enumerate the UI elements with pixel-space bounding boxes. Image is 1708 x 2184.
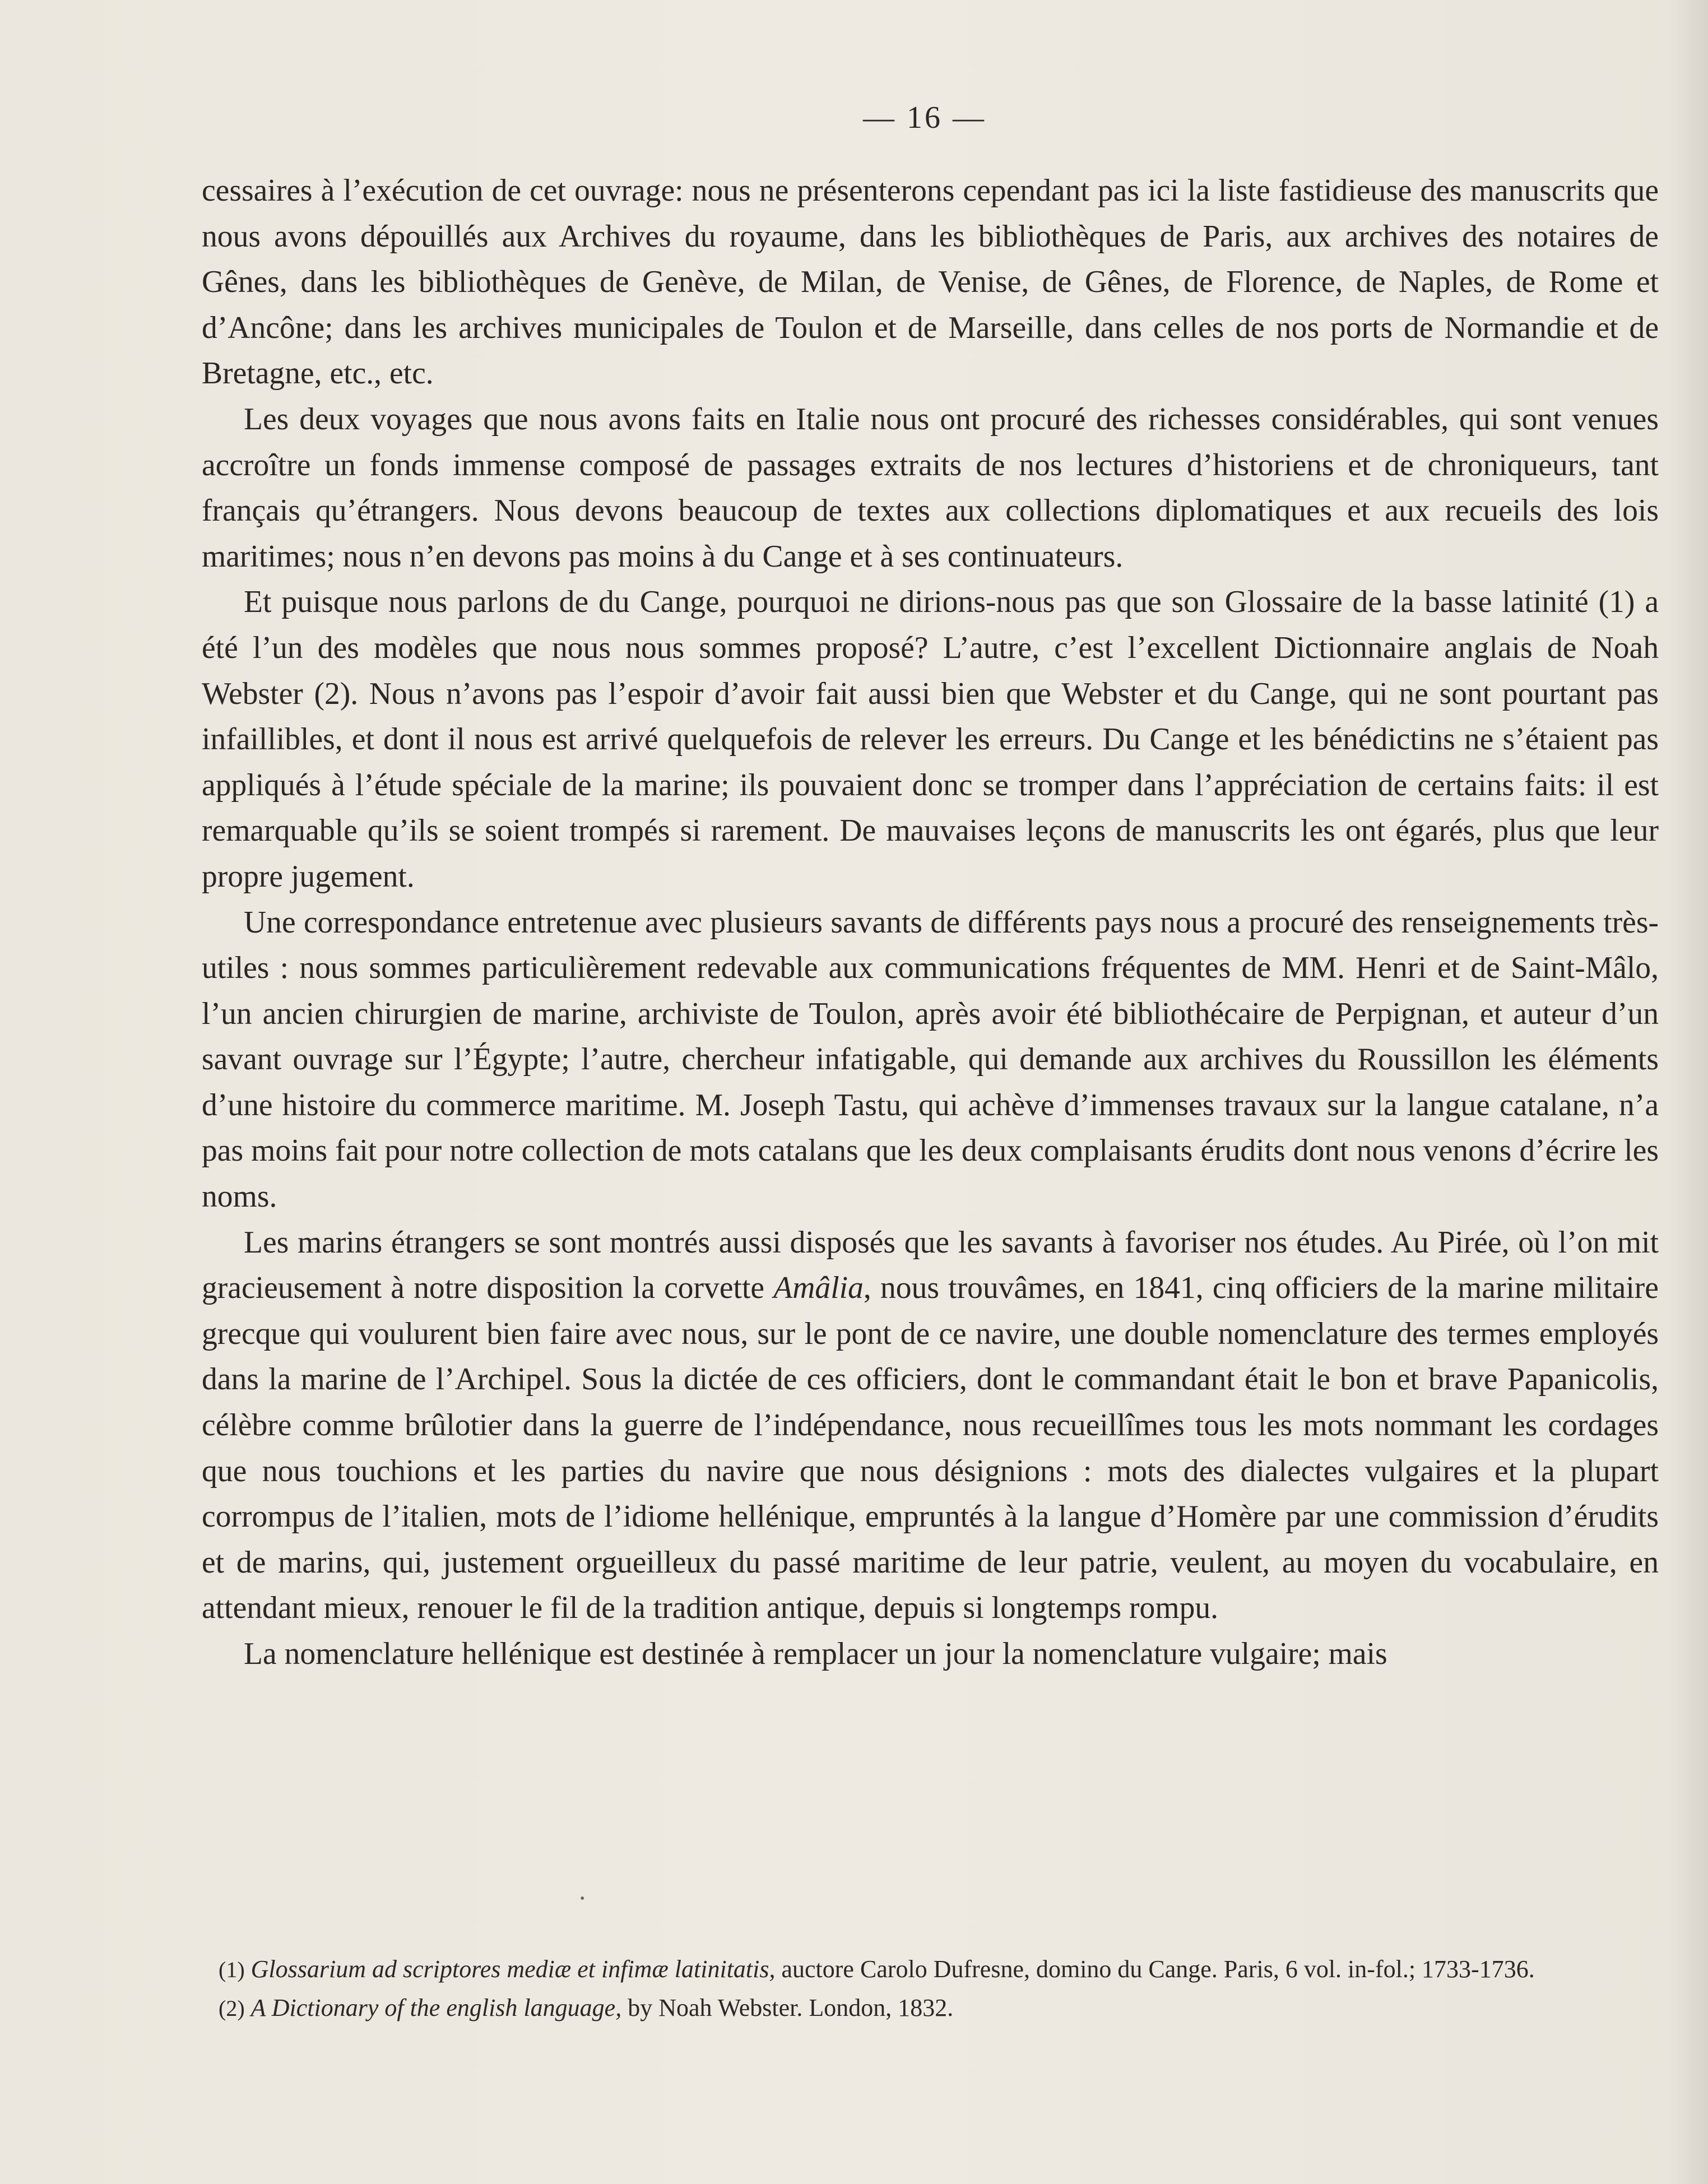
footnote-2-title: A Dictionary of the english language,: [250, 1994, 622, 2021]
footnote-1-mark: (1): [219, 1957, 245, 1982]
footnote-2: [202, 1989, 1659, 2028]
stray-mark: •: [580, 1891, 585, 1906]
page-number: — 16 —: [863, 100, 986, 135]
footnote-1: [202, 1950, 1659, 1989]
footnote-1-title: Glossarium ad scriptores mediæ et infimæ latinitatis,: [250, 1955, 776, 1983]
footnote-2-mark: (2): [219, 1996, 245, 2021]
footnotes: [202, 1950, 1659, 2028]
footnote-1-text: auctore Carolo Dufresne, domino du Cange. Paris, 6 vol. in-fol.; 1733-1736.: [775, 1955, 1535, 1983]
paragraph-5-start: Les marins étrangers se sont montrés aussi disposés que les savants à favoriser nos études. Au Pirée, où l’on mit gracieusement à notre disposition la corvette: [202, 1225, 1659, 1306]
paragraph-5-end: , nous trouvâmes, en 1841, cinq officiers de la marine militaire grecque qui voulurent bien faire avec nous, sur le pont de ce navire, une double nomenclature des termes employés dans la marine de l’Archipel. Sous la dictée de ces officiers, dont le commandant était le bon et brave Papanicolis, célèbre comme brûlotier dans la guerre de l’indépendance, nous recueillîmes tous les mots nommant les cordages que nous touchions et les parties du navire que nous désignions : mots des dialectes vulgaires et la plupart corrompus de l’italien, mots de l’idiome hellénique, empruntés à la langue d’Homère par une commission d’érudits et de marins, qui, justement orgueilleux du passé maritime de leur patrie, veulent, au moyen du vocabulaire, en attendant mieux, renouer le fil de la tradition antique, depuis si longtemps rompu.: [202, 1270, 1659, 1626]
paragraph-1: cessaires à l’exécution de cet ouvrage: nous ne présenterons cependant pas ici la liste fastidieuse des manuscrits que nous avons dépouillés aux Archives du royaume, dans les bibliothèques de Paris, aux archives des notaires de Gênes, dans les bibliothèques de Genève, de Milan, de Venise, de Gênes, de Florence, de Naples, de Rome et d’Ancône; dans les archives municipales de Toulon et de Marseille, dans celles de nos ports de Normandie et de Bretagne, etc., etc.: [202, 173, 1659, 391]
paragraph-5: [202, 1220, 1659, 1631]
paragraph-2: Les deux voyages que nous avons faits en Italie nous ont procuré des richesses considérables, qui sont venues accroître un fonds immense composé de passages extraits de nos lectures d’historiens et de chroniqueurs, tant français qu’étrangers. Nous devons beaucoup de textes aux collections diplomatiques et aux recueils des lois maritimes; nous n’en devons pas moins à du Cange et à ses continuateurs.: [202, 401, 1659, 574]
paragraph-6: La nomenclature hellénique est destinée à remplacer un jour la nomenclature vulgaire; mais: [244, 1636, 1387, 1671]
paragraph-4: Une correspondance entretenue avec plusieurs savants de différents pays nous a procuré des renseignements très-utiles : nous sommes particulièrement redevable aux communications fréquentes de MM. Henri et de Saint-Mâlo, l’un ancien chirurgien de marine, archiviste de Toulon, après avoir été bibliothécaire de Perpignan, et auteur d’un savant ouvrage sur l’Égypte; l’autre, chercheur infatigable, qui demande aux archives du Roussillon les éléments d’une histoire du commerce maritime. M. Joseph Tastu, qui achève d’immenses travaux sur la langue catalane, n’a pas moins fait pour notre collection de mots catalans que les deux complaisants érudits dont nous venons d’écrire les noms.: [202, 905, 1659, 1214]
paragraph-3: Et puisque nous parlons de du Cange, pourquoi ne dirions-nous pas que son Glossaire de la basse latinité (1) a été l’un des modèles que nous nous sommes proposé? L’autre, c’est l’excellent Dictionnaire anglais de Noah Webster (2). Nous n’avons pas l’espoir d’avoir fait aussi bien que Webster et du Cange, qui ne sont pourtant pas infaillibles, et dont il nous est arrivé quelquefois de relever les erreurs. Du Cange et les bénédictins ne s’étaient pas appliqués à l’étude spéciale de la marine; ils pouvaient donc se tromper dans l’appréciation de certains faits: il est remarquable qu’ils se soient trompés si rarement. De mauvaises leçons de manuscrits les ont égarés, plus que leur propre jugement.: [202, 585, 1659, 894]
body-text: [202, 168, 1659, 1677]
ship-name: Amâlia: [773, 1270, 864, 1306]
page-edge-shadow: [1669, 0, 1708, 2184]
footnote-2-text: by Noah Webster. London, 1832.: [621, 1994, 954, 2021]
